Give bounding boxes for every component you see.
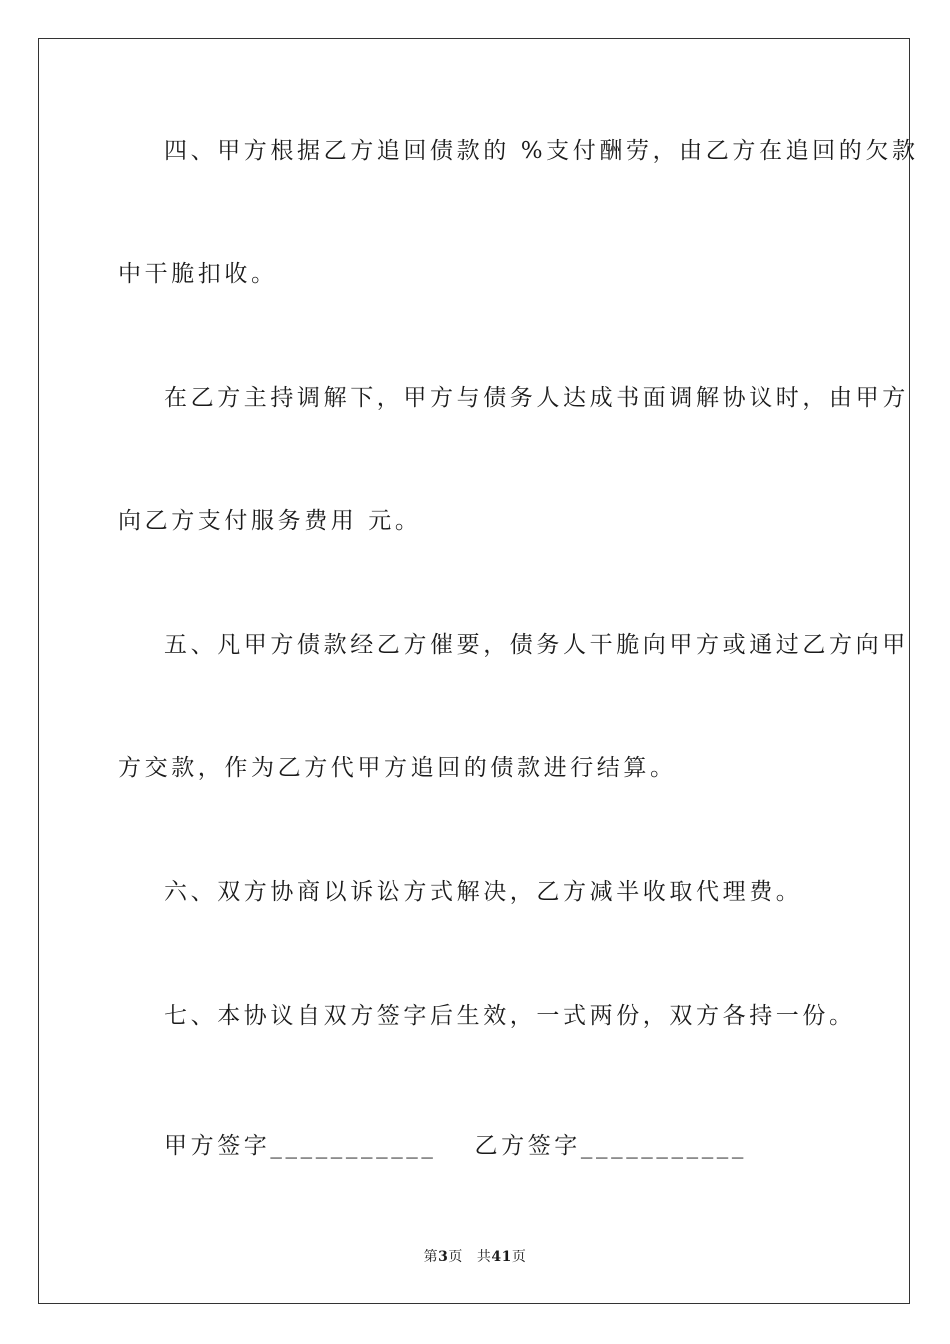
party-a-signature: 甲方签字___________ [164, 1133, 437, 1159]
page-number: 3 [438, 1249, 449, 1265]
total-suffix: 页 [511, 1249, 527, 1265]
page-border [38, 38, 919, 1304]
clause-5-line-2: 方交款，作为乙方代甲方追回的债款进行结算。 [118, 755, 677, 781]
clause-7: 七、本协议自双方签字后生效，一式两份，双方各持一份。 [164, 1003, 856, 1029]
total-pages: 41 [491, 1249, 512, 1265]
clause-5-line-1: 五、凡甲方债款经乙方催要，债务人干脆向甲方或通过乙方向甲 [164, 632, 909, 658]
clause-4b-line-2: 向乙方支付服务费用 元。 [118, 508, 422, 534]
clause-4b-line-1: 在乙方主持调解下，甲方与债务人达成书面调解协议时，由甲方 [164, 385, 909, 411]
page-prefix: 第 [423, 1249, 439, 1265]
clause-6: 六、双方协商以诉讼方式解决，乙方减半收取代理费。 [164, 879, 803, 905]
clause-4-line-2: 中干脆扣收。 [118, 261, 278, 287]
total-prefix: 共 [476, 1249, 492, 1265]
page-footer [0, 1247, 950, 1267]
page-suffix: 页 [448, 1249, 463, 1265]
party-b-signature: 乙方签字___________ [474, 1133, 747, 1159]
signature-row [164, 1130, 747, 1162]
clause-4-line-1: 四、甲方根据乙方追回债款的 %支付酬劳，由乙方在追回的欠款 [164, 138, 919, 164]
